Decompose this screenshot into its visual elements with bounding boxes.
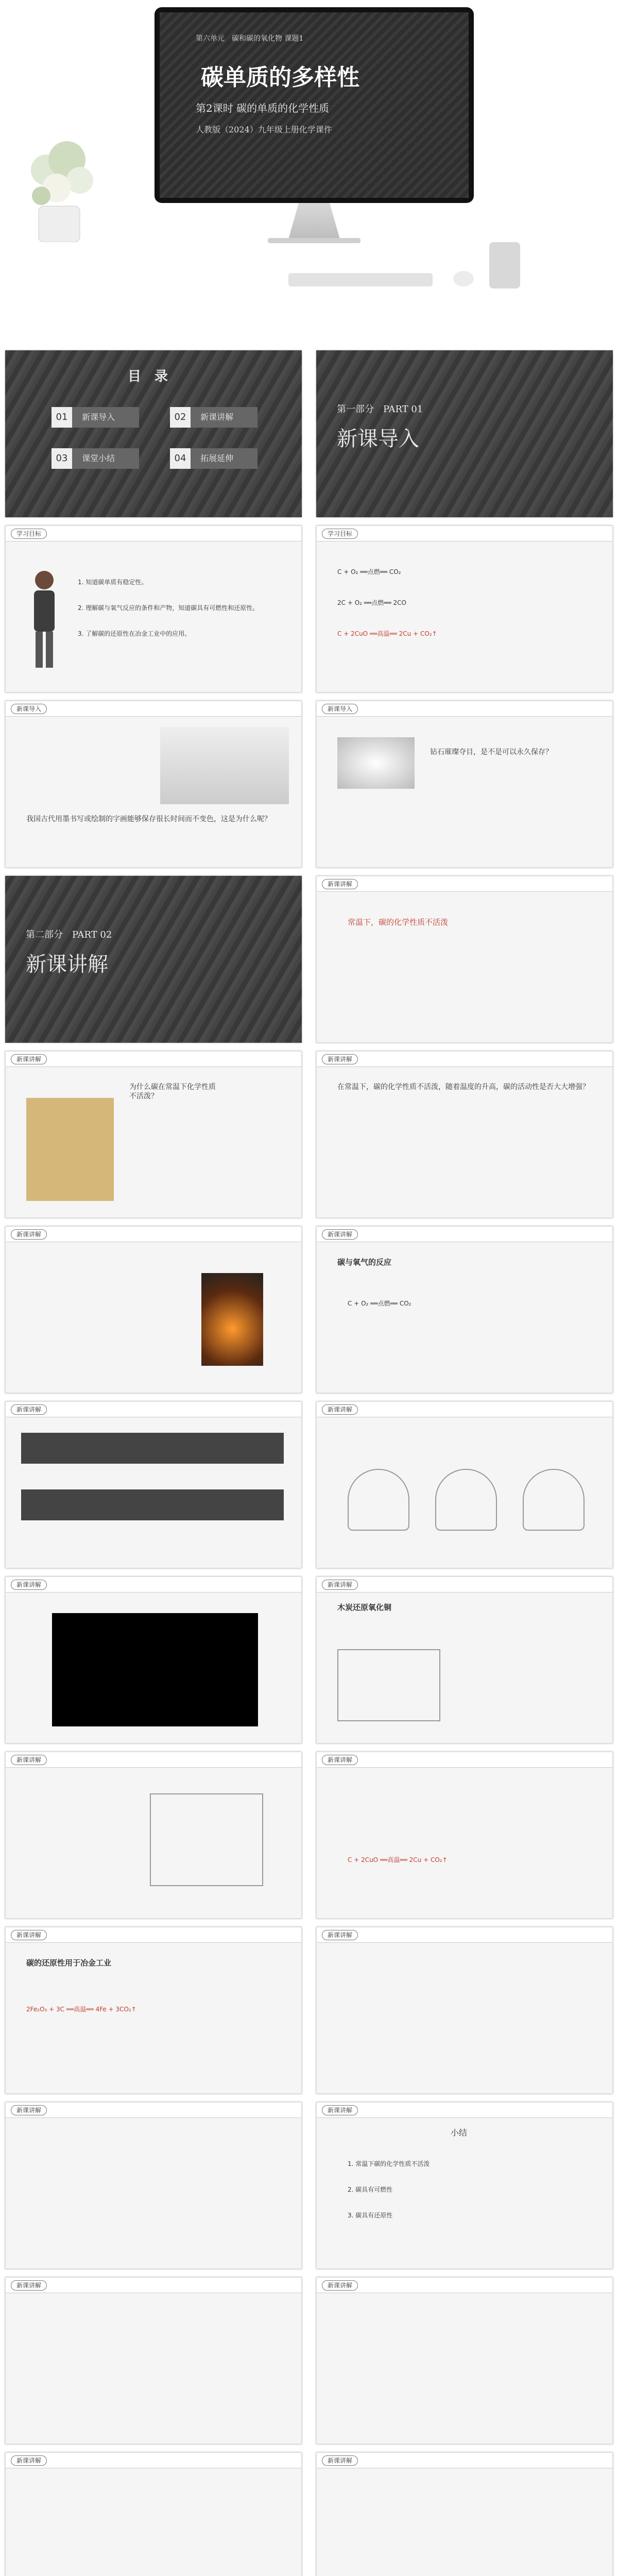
slide-tag: 学习目标 [322,529,358,539]
plant-decoration [15,129,103,242]
slide-tag: 新课讲解 [11,2280,47,2291]
metal-title: 碳的还原性用于冶金工业 [26,1958,112,1968]
cover-title: 碳单质的多样性 [201,64,359,91]
goal-3: 3. 了解碳的还原性在冶金工业中的应用。 [78,630,191,637]
apparatus-diagram [337,1649,440,1721]
slide-reduce [316,1577,613,1743]
cover-section [0,0,618,342]
goal-1: 1. 知道碳单质有稳定性。 [78,579,148,586]
slide-reduce-eq [316,1752,613,1919]
cover-slide [160,12,469,198]
slide-tag: 新课讲解 [322,1930,358,1940]
slide-tag: 新课讲解 [322,2105,358,2115]
teacher-figure [26,567,62,670]
slide-tag: 新课讲解 [322,1580,358,1590]
slide-toc [5,350,302,517]
equation-3: C + 2CuO ══高温══ 2Cu + CO₂↑ [348,1856,448,1863]
slide-tag: 新课讲解 [322,1755,358,1765]
diamond-image [337,737,415,789]
slide-react-title [316,1226,613,1393]
slide-goals [5,526,302,692]
slide-fire [5,1226,302,1393]
slide-header [6,1927,301,1943]
slide-react-eq [316,526,613,692]
slide-metal [5,1927,302,2094]
diamond-question: 钻石璀璨夺目，是不是可以永久保存？ [430,748,553,756]
pen-cup [489,242,520,289]
slide-header [6,701,301,717]
mouse [453,271,474,286]
slide-history [5,1401,302,1568]
equation-1: C + O₂ ══点燃══ CO₂ [348,1300,411,1307]
reason-text: 常温下，碳的化学性质不活泼 [348,918,449,927]
flask-diagram [435,1469,497,1531]
section-part: 第二部分 PART 02 [26,929,112,940]
toc-num: 02 [170,407,191,428]
section-name: 新课导入 [337,427,419,451]
slide-tag: 新课讲解 [11,1930,47,1940]
react-title: 碳与氧气的反应 [337,1258,392,1267]
slide-tag: 新课讲解 [322,1229,358,1240]
equation-1: C + O₂ ══点燃══ CO₂ [337,568,401,575]
stable-question: 为什么碳在常温下化学性质不活泼？ [129,1083,216,1100]
toc-label: 拓展延伸 [200,453,234,463]
slide-tag: 新课讲解 [11,1755,47,1765]
apparatus-diagram [150,1793,263,1886]
section-name: 新课讲解 [26,953,108,976]
slide-header [6,2453,301,2468]
slide-tag: 新课讲解 [11,1229,47,1240]
fire-image [201,1273,263,1366]
toc-label: 新课讲解 [200,412,234,422]
toc-label: 新课导入 [82,412,115,422]
flask-diagram [523,1469,585,1531]
slide-summary-a [5,2102,302,2269]
toc-num: 01 [52,407,72,428]
slide-header [6,2103,301,2118]
slide-header [6,526,301,541]
slide-quiz-2 [316,2277,613,2444]
ink-painting-image [160,727,289,804]
slide-header [6,1752,301,1768]
toc-item-1 [52,407,139,428]
slide-header [6,1227,301,1242]
paper-image [26,1098,114,1201]
summary-item: 1. 常温下碳的化学性质不活泼 [348,2160,430,2167]
slide-intro-diamond [316,701,613,868]
slide-header [317,1227,612,1242]
dark-banner [21,1489,284,1520]
toc-item-3 [52,448,139,469]
monitor-base [268,238,360,243]
slide-header [6,2278,301,2293]
slide-intro-painting [5,701,302,868]
slide-quiz-3 [5,2452,302,2576]
slide-tag: 新课讲解 [11,2455,47,2466]
slide-tag: 新课讲解 [322,2280,358,2291]
slide-header [317,876,612,892]
slide-stable-q [5,1051,302,1218]
toc-title: 目 录 [128,369,168,384]
reduce-title: 木炭还原氧化铜 [337,1603,392,1612]
slide-tag: 新课讲解 [322,2455,358,2466]
slide-video [5,1577,302,1743]
slide-apparatus [5,1752,302,1919]
slide-header [317,2103,612,2118]
slide-header [317,1927,612,1943]
slide-process [316,1401,613,1568]
cover-edition: 人教版（2024）九年级上册化学课件 [196,125,332,134]
toc-num: 04 [170,448,191,469]
equation-3: C + 2CuO ══高温══ 2Cu + CO₂↑ [337,630,437,637]
cover-subtitle: 第2课时 碳的单质的化学性质 [196,102,330,114]
slide-tag: 新课讲解 [11,1054,47,1064]
slide-quiz-1 [5,2277,302,2444]
slide-tag: 学习目标 [11,529,47,539]
cover-unit: 第六单元 碳和碳的氧化物 课题1 [196,35,304,43]
monitor-frame [154,7,474,203]
equation-2: 2C + O₂ ══点燃══ 2CO [337,599,406,606]
slide-header [317,701,612,717]
slide-header [317,2453,612,2468]
dark-banner [21,1433,284,1464]
slide-header [317,2278,612,2293]
slide-metal-2 [316,1927,613,2094]
video-player[interactable] [52,1613,258,1726]
slide-header [317,1402,612,1417]
toc-label: 课堂小结 [82,453,115,463]
slide-header [6,1052,301,1067]
toc-item-2 [170,407,258,428]
slide-header [6,1577,301,1592]
equation-4: 2Fe₂O₃ + 3C ══高温══ 4Fe + 3CO₂↑ [26,2006,136,2013]
monitor-stand [288,203,340,239]
slide-tag: 新课导入 [322,704,358,714]
summary-title: 小结 [451,2128,468,2138]
slide-tag: 新课讲解 [322,879,358,889]
summary-item: 3. 碳具有还原性 [348,2212,393,2219]
toc-item-4 [170,448,258,469]
slide-heat-q [316,1051,613,1218]
slide-tag: 新课讲解 [11,1404,47,1415]
slide-header [317,526,612,541]
slide-tag: 新课导入 [11,704,47,714]
slide-reason [316,876,613,1043]
slide-tag: 新课讲解 [322,1404,358,1415]
slide-header [6,1402,301,1417]
slide-tag: 新课讲解 [11,1580,47,1590]
slide-tag: 新课讲解 [322,1054,358,1064]
section-part: 第一部分 PART 01 [337,404,423,415]
slide-header [317,1752,612,1768]
keyboard [288,273,433,286]
heat-question: 在常温下，碳的化学性质不活泼，随着温度的升高，碳的活动性是否大大增强？ [337,1083,590,1091]
slide-part1 [316,350,613,517]
toc-num: 03 [52,448,72,469]
flask-diagram [348,1469,409,1531]
slide-quiz-4 [316,2452,613,2576]
goal-2: 2. 理解碳与氧气反应的条件和产物，知道碳具有可燃性和还原性。 [78,604,259,612]
slide-tag: 新课讲解 [11,2105,47,2115]
slide-summary [316,2102,613,2269]
slide-part2 [5,876,302,1043]
slide-header [317,1577,612,1592]
summary-item: 2. 碳具有可燃性 [348,2186,393,2193]
slide-header [317,1052,612,1067]
intro-question: 我国古代用墨书写或绘制的字画能够保存很长时间而不变色，这是为什么呢？ [26,815,271,823]
